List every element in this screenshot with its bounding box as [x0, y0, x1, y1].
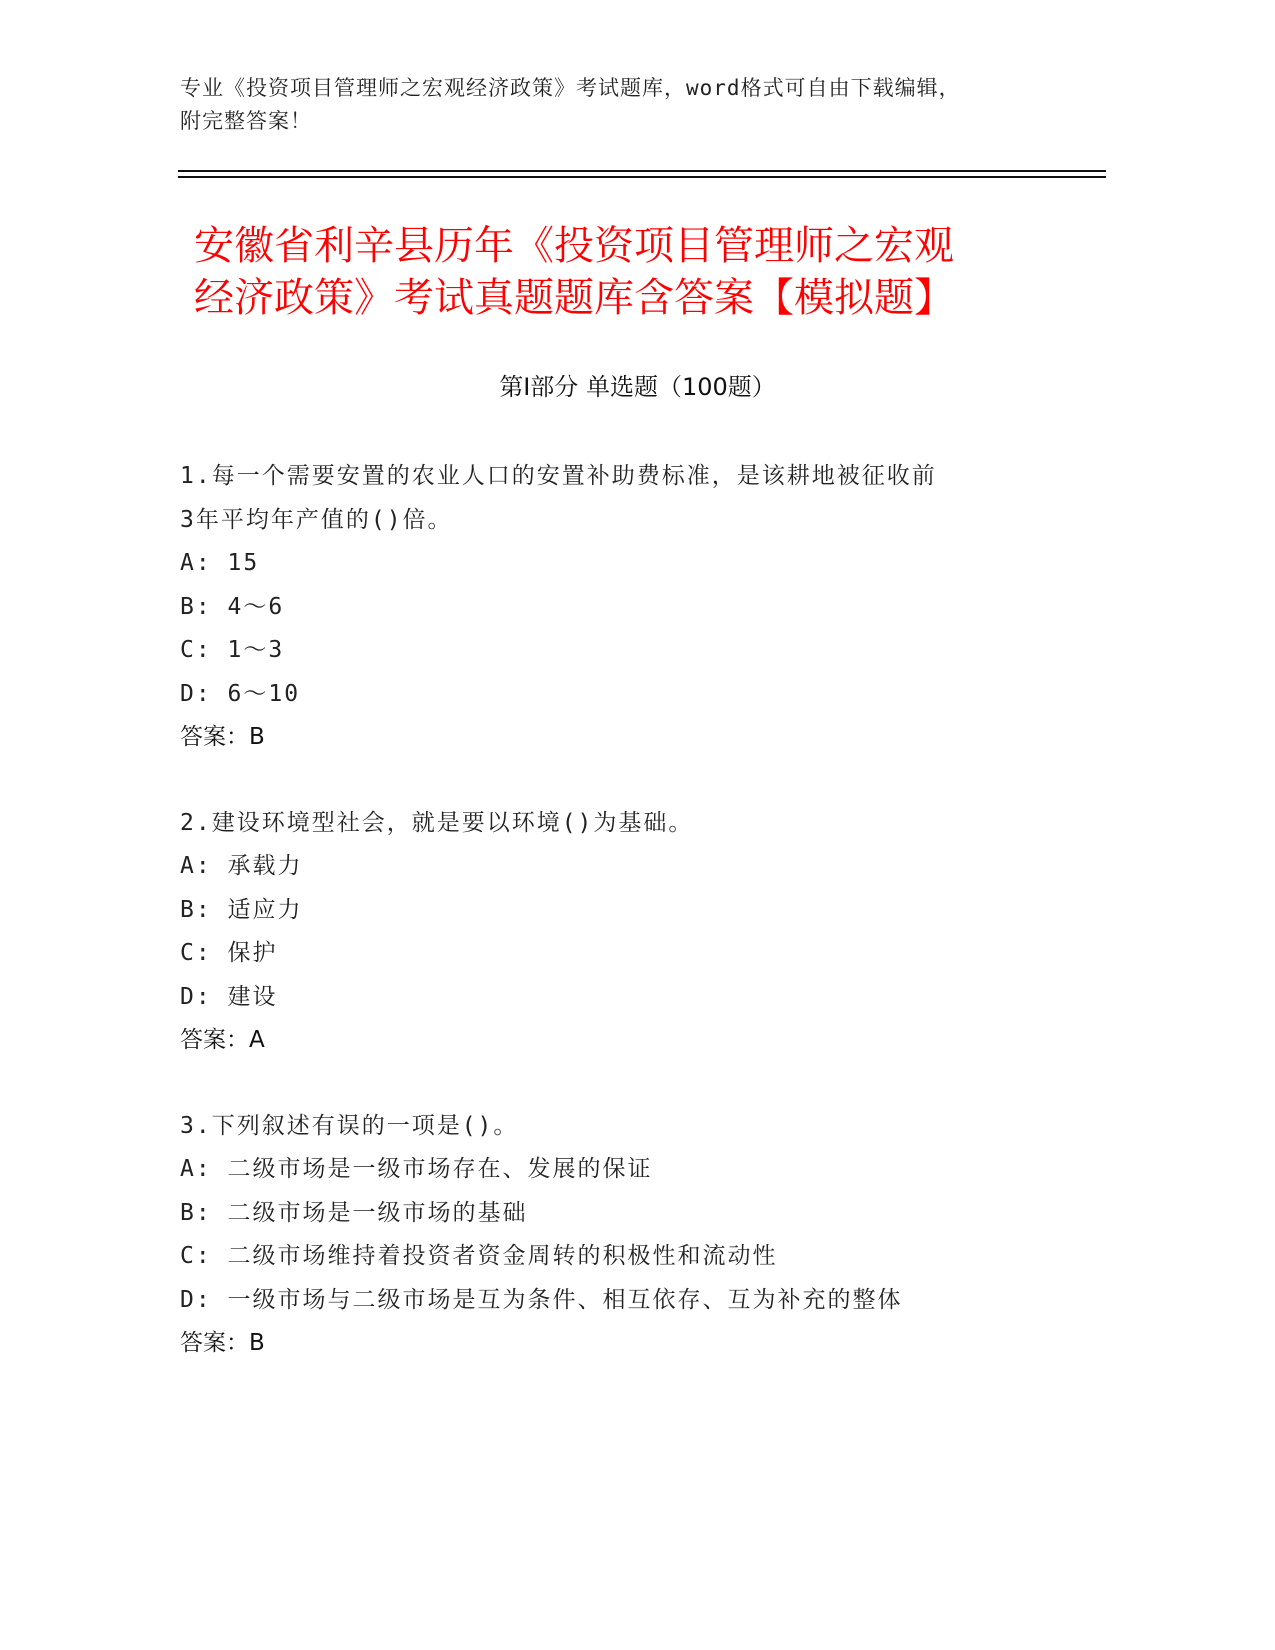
header-note-line-2: 附完整答案！	[180, 109, 312, 133]
option-c: C: 保护	[180, 940, 278, 966]
question-2	[180, 802, 1080, 1063]
question-stem: 2.建设环境型社会，就是要以环境()为基础。	[180, 809, 694, 836]
option-c: C: 二级市场维持着投资者资金周转的积极性和流动性	[180, 1243, 778, 1269]
question-list	[180, 455, 1080, 1366]
document-title-line-2: 经济政策》考试真题题库含答案【模拟题】	[194, 275, 954, 321]
question-spacer	[180, 1063, 1080, 1105]
header-divider-top	[178, 170, 1106, 172]
question-3	[180, 1105, 1080, 1366]
section-heading: 第Ⅰ部分 单选题（100题）	[499, 373, 776, 401]
header-note	[180, 72, 1100, 138]
header-divider-bottom	[178, 176, 1106, 178]
answer: 答案：B	[180, 1330, 265, 1356]
option-b: B: 4～6	[180, 593, 285, 620]
answer: 答案：B	[180, 724, 265, 750]
option-a: A: 15	[180, 550, 260, 576]
document-title	[194, 220, 1094, 324]
option-a: A: 承载力	[180, 853, 303, 879]
question-stem: 1.每一个需要安置的农业人口的安置补助费标准，是该耕地被征收前	[180, 463, 937, 489]
answer: 答案：A	[180, 1027, 265, 1053]
question-stem-continued: 3年平均年产值的()倍。	[180, 506, 453, 533]
option-c: C: 1～3	[180, 637, 285, 663]
option-b: B: 二级市场是一级市场的基础	[180, 1199, 528, 1226]
option-a: A: 二级市场是一级市场存在、发展的保证	[180, 1156, 653, 1182]
option-b: B: 适应力	[180, 896, 303, 923]
option-d: D: 一级市场与二级市场是互为条件、相互依存、互为补充的整体	[180, 1286, 903, 1313]
option-d: D: 建设	[180, 983, 278, 1010]
option-d: D: 6～10	[180, 680, 301, 707]
question-1	[180, 455, 1080, 760]
question-stem: 3.下列叙述有误的一项是()。	[180, 1112, 519, 1139]
question-spacer	[180, 760, 1080, 802]
header-note-line-1: 专业《投资项目管理师之宏观经济政策》考试题库，word格式可自由下载编辑，	[180, 76, 961, 100]
document-title-line-1: 安徽省利辛县历年《投资项目管理师之宏观	[194, 223, 954, 269]
